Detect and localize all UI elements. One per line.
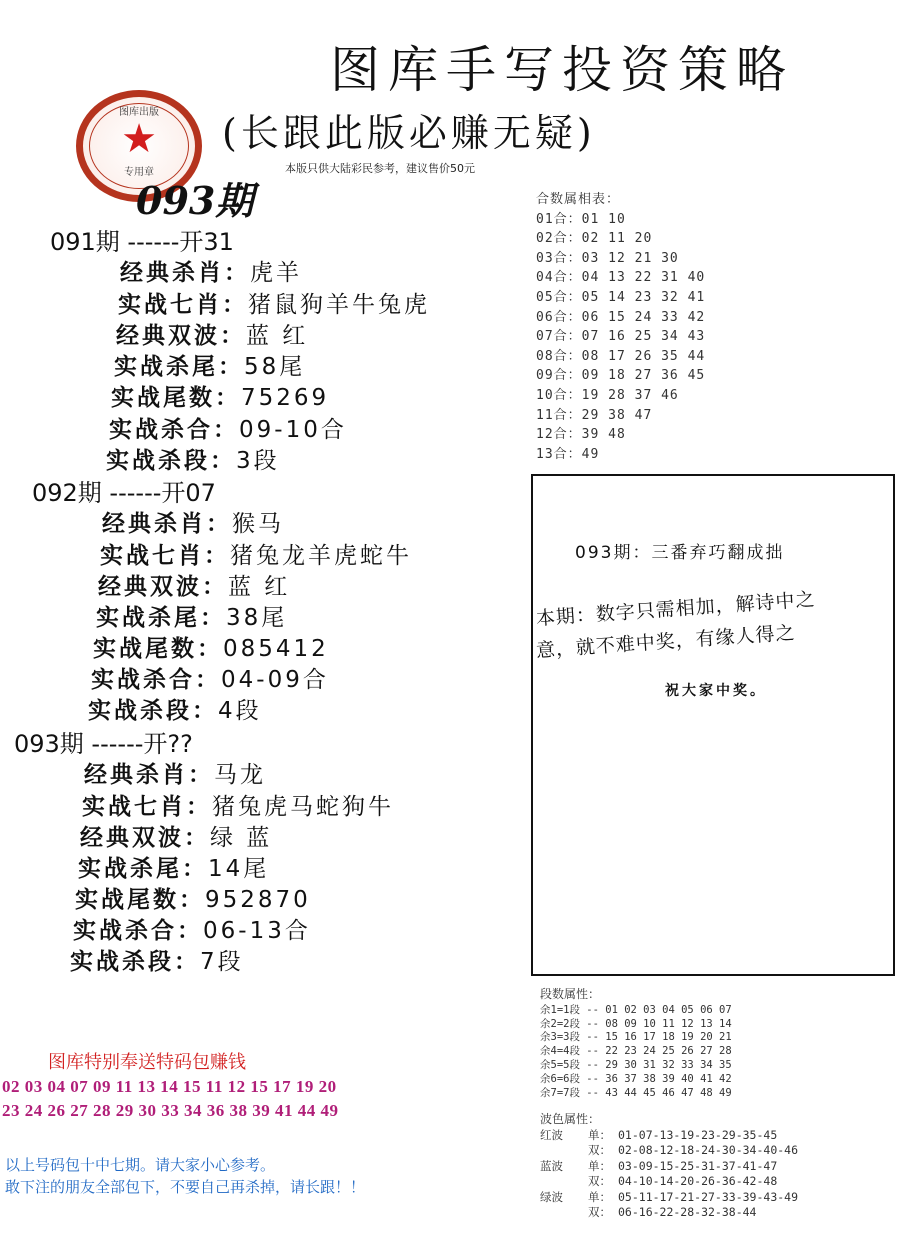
special-numbers-line: 23 24 26 27 28 29 30 33 34 36 38 39 41 44 49 [2, 1101, 339, 1120]
special-numbers-line: 02 03 04 07 09 11 13 14 15 11 12 15 17 19 20 [2, 1077, 337, 1096]
he-table-row: 04合：04 13 22 31 40 [536, 270, 706, 286]
period-row: 实战尾数：952870 [75, 887, 311, 913]
he-table-row: 12合：39 48 [536, 427, 626, 443]
wave-table-row: 双： 06-16-22-28-32-38-44 [588, 1205, 757, 1219]
period-row: 经典双波：绿 蓝 [80, 825, 273, 851]
period-row: 实战杀尾：14尾 [78, 856, 270, 882]
he-table-row: 11合：29 38 47 [536, 407, 653, 423]
riddle-line: 本期：数字只需相加，解诗中之 [535, 588, 817, 630]
he-table-row: 09合：09 18 27 36 45 [536, 368, 706, 384]
he-table-title: 合数属相表： [536, 192, 621, 207]
period-row: 实战杀合：09-10合 [109, 417, 347, 443]
seal-bottom-text: 专用章 [124, 167, 154, 178]
wave-table-row: 红波 单： 01-07-13-19-23-29-35-45 [540, 1127, 778, 1142]
wave-table [540, 1112, 798, 1221]
he-table-row: 01合：01 10 [536, 211, 626, 227]
he-table-row: 10合：19 28 37 46 [536, 387, 679, 403]
wave-table-row: 蓝波 单： 03-09-15-25-31-37-41-47 [540, 1158, 778, 1173]
info-line: 以上号码包十中七期。请大家小心参考。 [5, 1156, 276, 1174]
period-row: 实战七肖：猪兔虎马蛇狗牛 [82, 794, 394, 820]
he-table-row: 05合：05 14 23 32 41 [536, 289, 706, 305]
period-header: 093期 ------开?? [14, 730, 193, 758]
he-table-row: 06合：06 15 24 33 42 [536, 309, 706, 325]
duan-table-row: 余4=4段 -- 22 23 24 25 26 27 28 [540, 1045, 732, 1058]
period-row: 经典杀肖：马龙 [84, 762, 266, 788]
star-icon: ★ [121, 116, 157, 162]
wave-table-row: 绿波 单： 05-11-17-21-27-33-39-43-49 [540, 1189, 799, 1204]
period-row: 实战七肖：猪兔龙羊虎蛇牛 [100, 543, 412, 569]
period-row: 实战杀段：3段 [106, 448, 280, 474]
period-row: 实战尾数：085412 [93, 636, 329, 662]
period-row: 实战杀段：7段 [70, 949, 244, 975]
he-table-row: 03合：03 12 21 30 [536, 250, 679, 266]
period-header: 092期 ------开07 [32, 479, 216, 507]
period-row: 经典双波：蓝 红 [98, 574, 291, 600]
period-row: 实战杀尾：38尾 [96, 605, 288, 631]
page-title: 图库手写投资策略 [330, 41, 794, 99]
period-row: 经典双波：蓝 红 [116, 323, 309, 349]
duan-table-row: 余3=3段 -- 15 16 17 18 19 20 21 [540, 1031, 732, 1044]
duan-table-row: 余7=7段 -- 43 44 45 46 47 48 49 [540, 1086, 732, 1099]
promo-title: 图库特别奉送特码包赚钱 [48, 1052, 246, 1073]
price-notice: 本版只供大陆彩民参考，建议售价50元 [285, 162, 475, 175]
period-row: 实战尾数：75269 [111, 385, 330, 411]
duan-table-row: 余1=1段 -- 01 02 03 04 05 06 07 [540, 1003, 732, 1016]
he-table [536, 190, 705, 464]
riddle-line: 093期：三番弃巧翻成拙 [575, 543, 785, 563]
info-line: 敢下注的朋友全部包下，不要自己再杀掉，请长跟！！ [5, 1178, 366, 1196]
duan-table-row: 余6=6段 -- 36 37 38 39 40 41 42 [540, 1072, 732, 1085]
he-table-row: 13合：49 [536, 446, 600, 462]
period-row: 经典杀肖：虎羊 [120, 260, 302, 286]
current-period-label: 093期 [136, 178, 254, 223]
page-subtitle: (长跟此版必赚无疑) [222, 111, 596, 155]
duan-table-title: 段数属性： [540, 987, 601, 1001]
period-row: 实战七肖：猪鼠狗羊牛兔虎 [118, 292, 430, 318]
period-row: 实战杀尾：58尾 [114, 354, 306, 380]
period-row: 实战杀段：4段 [88, 698, 262, 724]
seal-top-text: 图库出版 [119, 107, 159, 118]
duan-table-row: 余5=5段 -- 29 30 31 32 33 34 35 [540, 1058, 732, 1071]
duan-table [540, 988, 732, 1100]
wave-table-row: 双： 04-10-14-20-26-36-42-48 [588, 1174, 778, 1188]
wave-table-title: 波色属性： [540, 1112, 601, 1126]
he-table-row: 08合：08 17 26 35 44 [536, 348, 706, 364]
period-row: 实战杀合：06-13合 [73, 918, 311, 944]
wave-table-row: 双： 02-08-12-18-24-30-34-40-46 [588, 1143, 799, 1157]
period-header: 091期 ------开31 [50, 228, 234, 256]
period-row: 实战杀合：04-09合 [91, 667, 329, 693]
he-table-row: 07合：07 16 25 34 43 [536, 329, 706, 345]
he-table-row: 02合：02 11 20 [536, 231, 653, 247]
riddle-greeting: 祝大家中奖。 [665, 683, 767, 699]
riddle-line: 意，就不难中奖，有缘人得之 [535, 621, 797, 662]
period-row: 经典杀肖：猴马 [102, 511, 284, 537]
duan-table-row: 余2=2段 -- 08 09 10 11 12 13 14 [540, 1017, 732, 1030]
